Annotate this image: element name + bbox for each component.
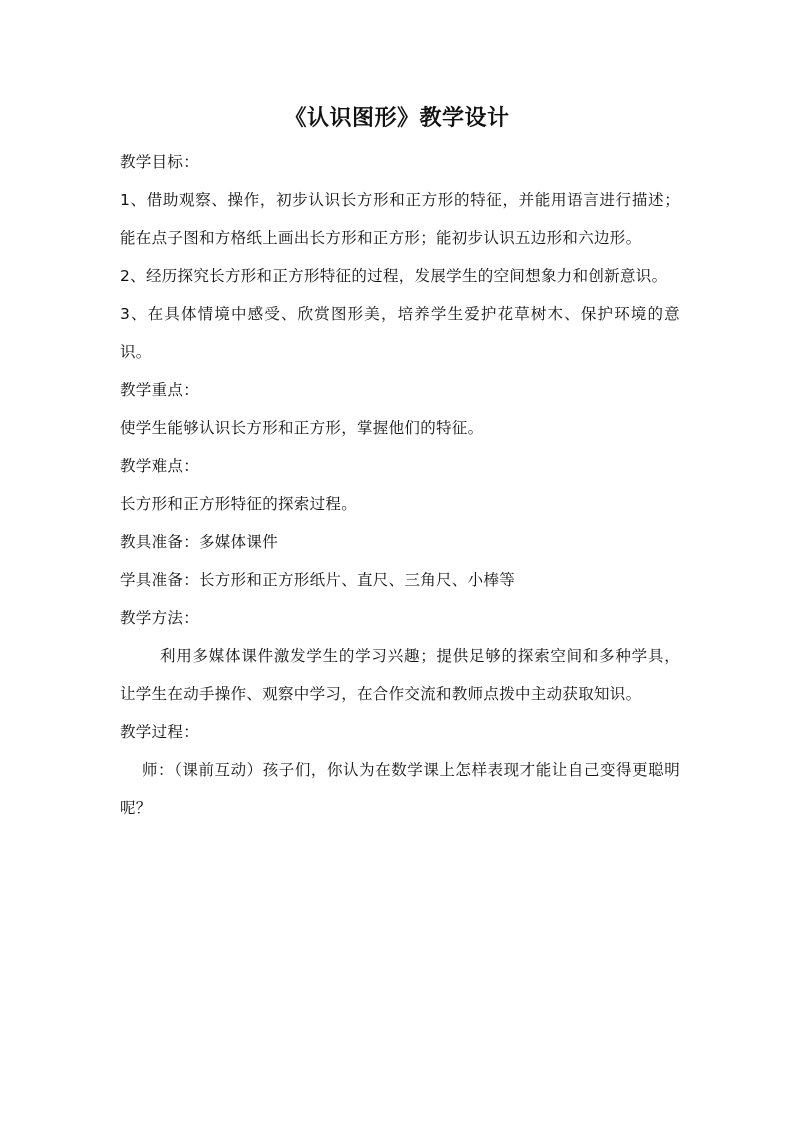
difficulty-text: 长方形和正方形特征的探索过程。 [120, 495, 358, 513]
key-points-heading: 教学重点： [120, 381, 200, 399]
objective-2: 2、经历探究长方形和正方形特征的过程，发展学生的空间想象力和创新意识。 [120, 267, 668, 285]
objectives-heading: 教学目标： [120, 153, 200, 171]
student-aids: 学具准备：长方形和正方形纸片、直尺、三角尺、小棒等 [120, 571, 516, 589]
document-title: 《认识图形》教学设计 [284, 105, 510, 131]
document-body [120, 143, 680, 827]
methods-heading: 教学方法： [120, 609, 200, 627]
process-text: 师：（课前互动）孩子们，你认为在数学课上怎样表现才能让自己变得更聪明呢？ [120, 761, 680, 817]
methods-text: 利用多媒体课件激发学生的学习兴趣；提供足够的探索空间和多种学具，让学生在动手操作、观察中学习，在合作交流和教师点拨中主动获取知识。 [120, 647, 680, 703]
process-heading: 教学过程： [120, 723, 200, 741]
objective-1: 1、借助观察、操作，初步认识长方形和正方形的特征，并能用语言进行描述；能在点子图和方格纸上画出长方形和正方形；能初步认识五边形和六边形。 [120, 191, 680, 247]
teaching-aids: 教具准备：多媒体课件 [120, 533, 279, 551]
key-points-text: 使学生能够认识长方形和正方形，掌握他们的特征。 [120, 419, 484, 437]
objective-3: 3、在具体情境中感受、欣赏图形美，培养学生爱护花草树木、保护环境的意识。 [120, 305, 680, 361]
difficulty-heading: 教学难点： [120, 457, 200, 475]
